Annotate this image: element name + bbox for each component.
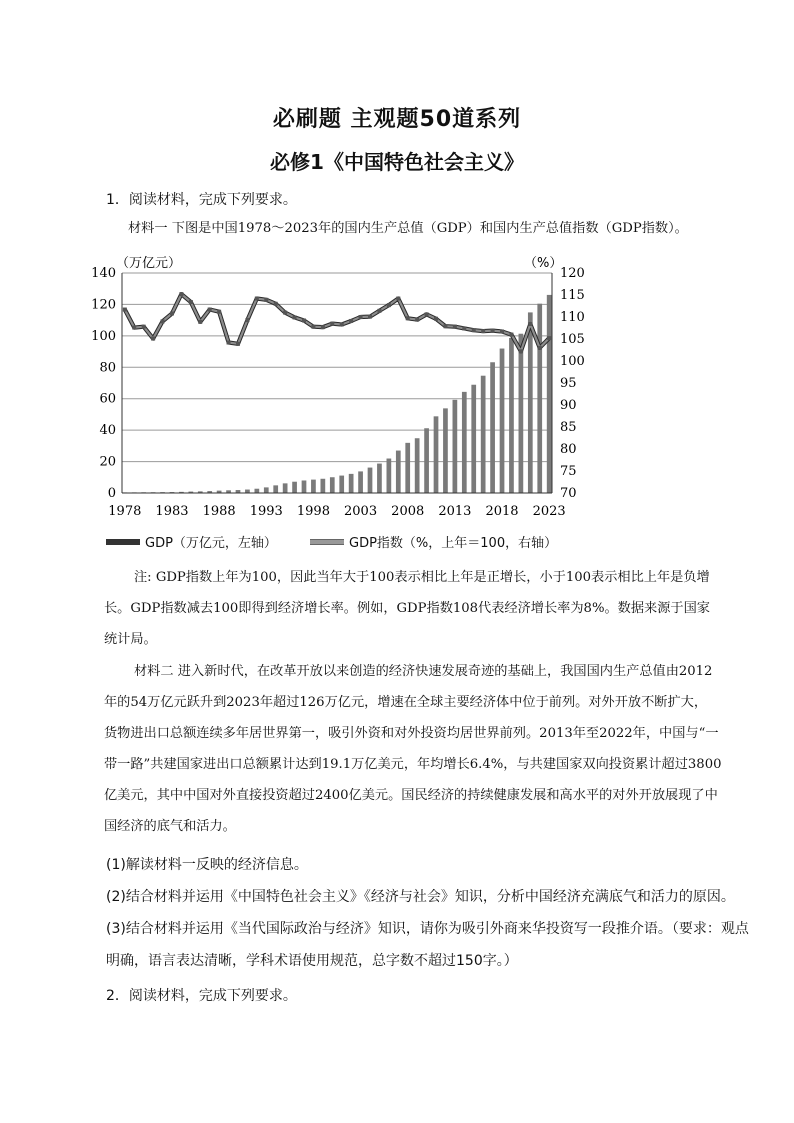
- material-2-line-4: 带一路”共建国家进出口总额累计达到19.1万亿美元，年均增长6.4%，与共建国家双向投资累计超过3800: [104, 757, 722, 772]
- gdp-bar: [537, 304, 542, 493]
- gdp-index-line-outline: [125, 294, 549, 351]
- gdp-index-point: [255, 297, 259, 301]
- right-tick-label: 70: [560, 486, 577, 501]
- right-tick-label: 120: [560, 266, 585, 281]
- gdp-bar: [528, 312, 533, 493]
- gdp-bar: [443, 408, 448, 493]
- gdp-index-point: [491, 329, 495, 333]
- left-tick-label: 20: [99, 454, 116, 470]
- gdp-bar: [339, 476, 344, 493]
- material-2-line-1: 材料二 进入新时代，在改革开放以来创造的经济快速发展奇迹的基础上，我国国内生产总值由2012: [134, 664, 713, 679]
- gdp-bar: [292, 482, 297, 493]
- gdp-index-point: [132, 326, 136, 330]
- gdp-index-point: [264, 298, 268, 302]
- gdp-bar: [320, 479, 325, 493]
- right-axis-unit: （%）: [524, 256, 563, 271]
- gdp-index-point: [434, 317, 438, 321]
- gdp-index-point: [198, 320, 202, 324]
- gdp-index-point: [415, 318, 419, 322]
- gdp-index-point: [425, 312, 429, 316]
- gdp-index-point: [321, 325, 325, 329]
- right-tick-label: 95: [560, 376, 577, 391]
- gdp-index-point: [161, 319, 165, 323]
- gdp-index-point: [509, 333, 513, 337]
- sub-question-3-line-1: (3)结合材料并运用《当代国际政治与经济》知识，请你为吸引外商来华投资写一段推介语。（要求：观点: [106, 921, 749, 937]
- legend-gdp-index-swatch: [310, 539, 344, 545]
- gdp-index-point: [387, 303, 391, 307]
- gdp-index-point: [528, 322, 532, 326]
- legend-gdp-index-label: GDP指数（%，上年＝100，右轴）: [349, 536, 558, 551]
- gdp-index-point: [245, 318, 249, 322]
- gdp-index-point: [359, 315, 363, 319]
- gdp-bar: [349, 474, 354, 493]
- x-tick-label: 2008: [391, 504, 425, 519]
- gdp-index-point: [189, 300, 193, 304]
- gdp-index-point: [330, 322, 334, 326]
- gdp-bar: [358, 471, 363, 493]
- right-tick-label: 110: [560, 310, 585, 325]
- x-tick-label: 2013: [438, 504, 472, 519]
- gdp-index-point: [377, 309, 381, 313]
- gdp-index-point: [538, 346, 542, 350]
- gdp-index-point: [123, 308, 127, 312]
- gdp-bar: [254, 489, 259, 493]
- gdp-bar: [490, 362, 495, 493]
- gdp-bar: [509, 338, 514, 493]
- x-tick-label: 1988: [202, 504, 236, 519]
- left-tick-label: 0: [107, 486, 116, 501]
- gdp-bar: [415, 438, 420, 493]
- left-tick-label: 140: [91, 266, 116, 281]
- x-tick-label: 2023: [532, 504, 566, 519]
- gdp-index-point: [462, 326, 466, 330]
- legend-gdp: [106, 532, 277, 551]
- gdp-bar: [424, 428, 429, 493]
- gdp-index-point: [547, 336, 551, 340]
- gdp-index-point: [170, 311, 174, 315]
- gdp-index-point: [293, 315, 297, 319]
- x-tick-label: 1998: [296, 504, 330, 519]
- gdp-bar: [519, 334, 524, 493]
- right-tick-label: 105: [560, 332, 585, 347]
- right-tick-label: 80: [560, 442, 577, 457]
- gdp-index-point: [481, 329, 485, 333]
- gdp-bar: [245, 490, 250, 493]
- gdp-index-point: [340, 322, 344, 326]
- x-tick-label: 2018: [485, 504, 519, 519]
- gdp-bar: [462, 392, 467, 493]
- gdp-index-point: [142, 325, 146, 329]
- note-line-2: 长。GDP指数减去100即得到经济增长率。例如，GDP指数108代表经济增长率为8%。数据来源于国家: [104, 601, 710, 616]
- x-tick-label: 1978: [108, 504, 142, 519]
- x-tick-label: 1993: [249, 504, 283, 519]
- gdp-index-point: [453, 325, 457, 329]
- sub-question-2: (2)结合材料并运用《中国特色社会主义》《经济与社会》知识，分析中国经济充满底气和活力的原因。: [106, 889, 735, 905]
- left-tick-label: 60: [99, 391, 116, 407]
- chart-gridlines: [122, 273, 552, 493]
- gdp-bar: [311, 480, 316, 493]
- gdp-index-point: [302, 319, 306, 323]
- material-2-line-3: 货物进出口总额连续多年居世界第一，吸引外资和对外投资均居世界前列。2013年至2022年，中国与“一: [104, 726, 719, 741]
- left-tick-label: 80: [99, 360, 116, 376]
- gdp-bar: [283, 483, 288, 493]
- gdp-index-line: [123, 292, 551, 353]
- question-2-prompt: 2．阅读材料，完成下列要求。: [106, 988, 297, 1004]
- material-1-intro: 材料一 下图是中国1978～2023年的国内生产总值（GDP）和国内生产总值指数（GDP指数）。: [128, 221, 688, 236]
- gdp-index-point: [519, 349, 523, 353]
- gdp-bar: [368, 468, 373, 493]
- gdp-index-point: [349, 319, 353, 323]
- left-tick-label: 100: [91, 328, 116, 344]
- right-tick-label: 75: [560, 464, 577, 479]
- right-tick-label: 100: [560, 354, 585, 369]
- gdp-index-point: [227, 341, 231, 345]
- gdp-bar: [377, 464, 382, 493]
- gdp-bar: [330, 477, 335, 493]
- gdp-bar: [273, 485, 278, 493]
- gdp-bar: [434, 416, 439, 493]
- note-line-1: 注: GDP指数上年为100，因此当年大于100表示相比上年是正增长，小于100表示相比上年是负增: [134, 570, 710, 585]
- material-2-line-2: 年的54万亿元跃升到2023年超过126万亿元，增速在全球主要经济体中位于前列。对外开放不断扩大，: [104, 695, 708, 710]
- gdp-index-point: [179, 292, 183, 296]
- gdp-bar: [547, 295, 552, 493]
- gdp-index-point: [396, 297, 400, 301]
- legend-gdp-label: GDP（万亿元，左轴）: [145, 536, 277, 551]
- left-tick-label: 120: [91, 297, 116, 313]
- gdp-bar: [481, 376, 486, 493]
- gdp-index-point: [283, 311, 287, 315]
- material-2-line-6: 国经济的底气和活力。: [104, 819, 236, 834]
- right-tick-label: 85: [560, 420, 577, 435]
- gdp-bar: [500, 349, 505, 493]
- left-axis-unit: （万亿元）: [116, 256, 182, 271]
- gdp-index-point: [406, 316, 410, 320]
- legend-gdp-index: [310, 532, 557, 551]
- gdp-index-point: [208, 308, 212, 312]
- gdp-index-point: [368, 315, 372, 319]
- gdp-index-point: [151, 337, 155, 341]
- gdp-bar: [387, 459, 392, 493]
- note-line-3: 统计局。: [104, 632, 157, 647]
- gdp-bar: [302, 480, 307, 493]
- gdp-bar: [471, 385, 476, 493]
- gdp-index-point: [472, 328, 476, 332]
- right-tick-label: 90: [560, 398, 577, 413]
- gdp-index-point: [443, 324, 447, 328]
- x-tick-label: 1983: [155, 504, 189, 519]
- gdp-index-point: [274, 302, 278, 306]
- gdp-index-point: [500, 330, 504, 334]
- left-tick-label: 40: [99, 423, 116, 439]
- gdp-bar: [264, 487, 269, 493]
- gdp-chart: [84, 253, 594, 528]
- page-subtitle: 必修1《中国特色社会主义》: [270, 150, 524, 174]
- material-2-line-5: 亿美元，其中中国对外直接投资超过2400亿美元。国民经济的持续健康发展和高水平的对外开放展现了中: [104, 788, 718, 803]
- sub-question-3-line-2: 明确，语言表达清晰，学科术语使用规范，总字数不超过150字。）: [106, 953, 518, 969]
- sub-question-1: (1)解读材料一反映的经济信息。: [106, 857, 308, 873]
- gdp-index-point: [311, 325, 315, 329]
- gdp-bar: [453, 400, 458, 493]
- x-tick-label: 2003: [344, 504, 378, 519]
- legend-gdp-swatch: [106, 539, 140, 545]
- right-tick-label: 115: [560, 288, 585, 303]
- gdp-bar: [405, 443, 410, 493]
- gdp-bar: [396, 451, 401, 493]
- gdp-index-point: [217, 310, 221, 314]
- question-1-prompt: 1．阅读材料，完成下列要求。: [106, 192, 297, 208]
- page-title: 必刷题 主观题50道系列: [272, 107, 522, 132]
- gdp-index-point: [236, 342, 240, 346]
